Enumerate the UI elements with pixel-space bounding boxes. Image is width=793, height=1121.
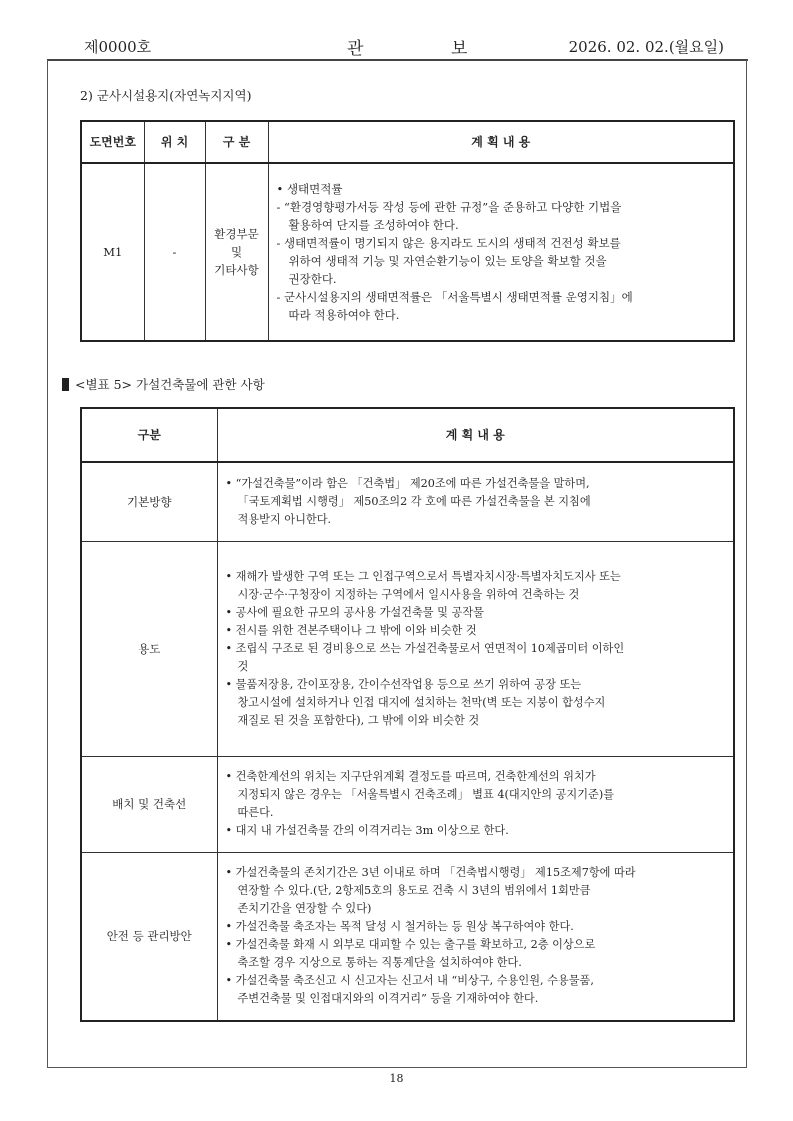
- drawing-number-cell: M1: [81, 163, 144, 341]
- col-header-division: 구분: [81, 408, 217, 462]
- plan-line: • 재해가 발생한 구역 또는 그 인접구역으로서 특별자치시장·특별자치도지사 또는: [225, 569, 621, 583]
- plan-line: 「국토계획법 시행령」 제50조의2 각 호에 따른 가설건축물을 본 지침에: [237, 494, 591, 508]
- table-row: [81, 541, 734, 756]
- plan-content-cell: [217, 541, 734, 756]
- row-label-usage: 용도: [81, 541, 217, 756]
- category-line: 환경부문: [214, 227, 259, 241]
- section-subtitle: 2) 군사시설용지(자연녹지지역): [80, 88, 252, 103]
- issue-number: 제0000호: [84, 38, 152, 56]
- appendix-title-text: <별표 5> 가설건축물에 관한 사항: [75, 377, 265, 392]
- issue-date: 2026. 02. 02.(월요일): [568, 38, 724, 56]
- plan-line: 주변건축물 및 인접대지와의 이격거리” 등을 기재하여야 한다.: [237, 992, 539, 1006]
- plan-line: • 가설건축물 축조신고 시 신고자는 신고서 내 “비상구, 수용인원, 수용물품,: [225, 974, 594, 988]
- plan-line: • 가설건축물 축조자는 목적 달성 시 철거하는 등 원상 복구하여야 한다.: [225, 920, 574, 934]
- category-cell: [205, 163, 268, 341]
- plan-line: • 공사에 필요한 규모의 공사용 가설건축물 및 공작물: [225, 605, 484, 619]
- location-cell: -: [144, 163, 205, 341]
- plan-content-cell: [217, 756, 734, 852]
- col-header-plan: 계 획 내 용: [217, 408, 734, 462]
- table-row: [81, 756, 734, 852]
- plan-line: 존치기간을 연장할 수 있다): [237, 902, 372, 916]
- plan-content-cell: [217, 462, 734, 541]
- table-header-row: [81, 121, 734, 163]
- plan-line: 재질로 된 것을 포함한다), 그 밖에 이와 비슷한 것: [237, 713, 480, 727]
- table-row: [81, 852, 734, 1021]
- temporary-building-table: [80, 407, 735, 1022]
- plan-line: 활용하여 단지를 조성하여야 한다.: [288, 218, 459, 232]
- plan-line: • “가설건축물”이라 함은 「건축법」 제20조에 따른 가설건축물을 말하며,: [225, 476, 590, 490]
- gazette-title-right: 보: [451, 39, 468, 59]
- category-line: 및: [230, 245, 243, 259]
- plan-line: - “환경영향평가서등 작성 등에 관한 규정”을 준용하고 다양한 기법을: [276, 200, 622, 214]
- plan-line: • 물품저장용, 간이포장용, 간이수선작업용 등으로 쓰기 위하여 공장 또는: [225, 677, 582, 691]
- section-marker-icon: [62, 378, 69, 391]
- plan-content-cell: [268, 163, 734, 341]
- plan-line: • 조립식 구조로 된 경비용으로 쓰는 가설건축물로서 연면적이 10제곱미터 이하인: [225, 641, 625, 655]
- plan-line: • 가설건축물의 존치기간은 3년 이내로 하며 「건축법시행령」 제15조제7항에 따라: [225, 866, 636, 880]
- table-header-row: [81, 408, 734, 462]
- table-row: [81, 163, 734, 341]
- category-line: 기타사항: [214, 263, 259, 277]
- appendix-title: [62, 375, 265, 393]
- row-label-layout: 배치 및 건축선: [81, 756, 217, 852]
- plan-line: 것: [237, 659, 249, 673]
- plan-line: - 군사시설용지의 생태면적률은 「서울특별시 생태면적률 운영지침」에: [276, 290, 633, 304]
- row-label-safety: 안전 등 관리방안: [81, 852, 217, 1021]
- gazette-title-left: 관: [347, 39, 364, 59]
- plan-line: • 전시를 위한 견본주택이나 그 밖에 이와 비슷한 것: [225, 623, 477, 637]
- plan-line: 창고시설에 설치하거나 인접 대지에 설치하는 천막(벽 또는 지붕이 합성수지: [237, 695, 606, 709]
- col-header-location: 위 치: [144, 121, 205, 163]
- plan-line: • 건축한계선의 위치는 지구단위계획 결정도를 따르며, 건축한계선의 위치가: [225, 770, 596, 783]
- plan-line: 연장할 수 있다.(단, 2항제5호의 용도로 건축 시 3년의 범위에서 1회만큼: [237, 884, 591, 898]
- plan-line: • 대지 내 가설건축물 간의 이격거리는 3m 이상으로 한다.: [225, 824, 509, 837]
- plan-line: 축조할 경우 지상으로 통하는 직통계단을 설치하여야 한다.: [237, 956, 522, 970]
- plan-line: 시장·군수·구청장이 지정하는 구역에서 일시사용을 위하여 건축하는 것: [237, 587, 580, 601]
- col-header-drawing-no: 도면번호: [81, 121, 144, 163]
- row-label-basic-direction: 기본방향: [81, 462, 217, 541]
- col-header-category: 구 분: [205, 121, 268, 163]
- plan-line: • 가설건축물 화재 시 외부로 대피할 수 있는 출구를 확보하고, 2층 이상으로: [225, 938, 596, 952]
- plan-line: 적용받지 아니한다.: [237, 512, 332, 526]
- col-header-plan: 계 획 내 용: [268, 121, 734, 163]
- plan-line: 위하여 생태적 기능 및 자연순환기능이 있는 토양을 확보할 것을: [288, 254, 607, 268]
- plan-line: - 생태면적률이 명기되지 않은 용지라도 도시의 생태적 건전성 확보를: [276, 236, 621, 250]
- page-number: 18: [389, 1072, 404, 1085]
- table-row: [81, 462, 734, 541]
- plan-content-cell: [217, 852, 734, 1021]
- plan-line: 지정되지 않은 경우는 「서울특별시 건축조례」 별표 4(대지안의 공지기준)를: [237, 788, 615, 801]
- military-facility-table: [80, 120, 735, 342]
- page-header: [84, 32, 724, 60]
- plan-line: 따라 적용하여야 한다.: [288, 308, 400, 322]
- plan-line: 권장한다.: [288, 272, 337, 286]
- plan-line: 따른다.: [237, 806, 274, 819]
- plan-line: • 생태면적률: [276, 182, 343, 196]
